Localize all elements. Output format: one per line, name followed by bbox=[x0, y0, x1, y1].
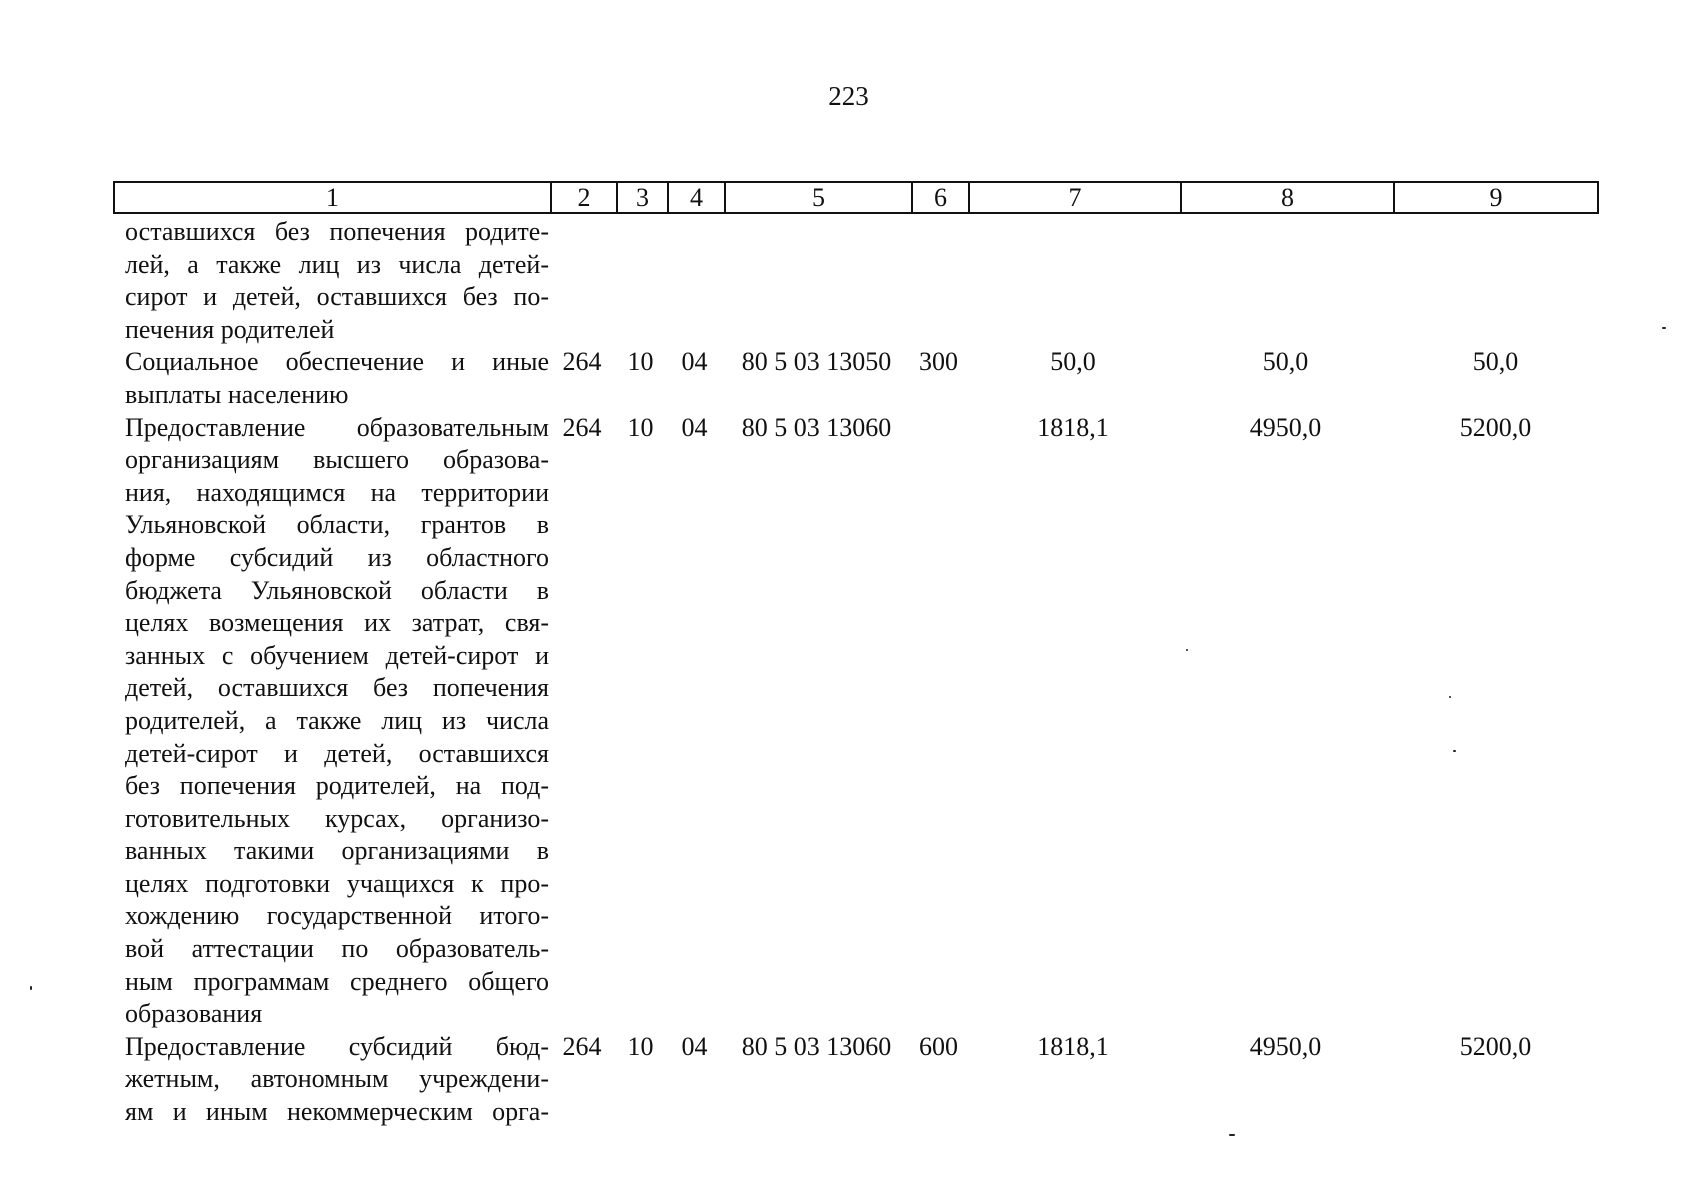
row-name-line: целях подготовки учащихся к про- bbox=[125, 868, 549, 898]
row-name-line: печения родителей bbox=[125, 314, 335, 344]
scan-speck bbox=[1229, 1134, 1235, 1136]
row-col-6 bbox=[910, 216, 967, 346]
header-col-3: 3 bbox=[618, 183, 669, 212]
row-col-3: 10 bbox=[627, 412, 654, 442]
row-name-line: организациям высшего образова- bbox=[125, 445, 549, 475]
row-name-line: Ульяновской области, грантов в bbox=[125, 510, 549, 540]
row-col-6 bbox=[910, 412, 967, 1031]
row-col-8: 4950,0 bbox=[1249, 412, 1322, 442]
row-col-9 bbox=[1392, 216, 1599, 346]
row-name-line: ния, находящимся на территории bbox=[125, 477, 549, 507]
row-col-8 bbox=[1179, 216, 1392, 346]
row-col-4: 04 bbox=[681, 412, 708, 442]
row-name-line: готовительных курсах, организо- bbox=[125, 803, 549, 833]
row-name-line: лей, а также лиц из числа детей- bbox=[125, 249, 549, 279]
row-col-6: 300 bbox=[919, 347, 958, 377]
row-col-4: 04 bbox=[681, 1031, 708, 1061]
row-name-line: образования bbox=[125, 999, 263, 1029]
row-name-line: вой аттестации по образователь- bbox=[125, 934, 549, 964]
row-name-line: родителей, а также лиц из числа bbox=[125, 705, 549, 735]
row-name bbox=[113, 1031, 549, 1129]
table-header bbox=[113, 181, 1599, 214]
row-name-line: сирот и детей, оставшихся без по- bbox=[125, 282, 549, 312]
row-name-line: Предоставление субсидий бюд- bbox=[125, 1031, 549, 1061]
row-col-4 bbox=[666, 216, 723, 346]
row-col-7: 1818,1 bbox=[1037, 412, 1109, 442]
header-col-5: 5 bbox=[726, 183, 913, 212]
table-row bbox=[113, 412, 1599, 1031]
scan-speck bbox=[1662, 327, 1666, 329]
row-name bbox=[113, 412, 549, 1031]
header-col-1: 1 bbox=[115, 183, 552, 212]
header-col-2: 2 bbox=[552, 183, 618, 212]
row-col-6: 600 bbox=[919, 1031, 958, 1061]
row-col-3: 10 bbox=[627, 347, 654, 377]
row-name-line: жетным, автономным учреждени- bbox=[125, 1064, 549, 1094]
row-col-2 bbox=[549, 216, 615, 346]
row-name-line: хождению государственной итого- bbox=[125, 901, 549, 931]
page-number: 223 bbox=[828, 81, 869, 111]
row-name-line: ным программам среднего общего bbox=[125, 966, 549, 996]
row-name-line: без попечения родителей, на под- bbox=[125, 771, 549, 801]
row-name-line: выплаты населению bbox=[125, 379, 349, 409]
header-col-9: 9 bbox=[1489, 183, 1503, 212]
row-name-line: занных с обучением детей-сирот и bbox=[125, 640, 549, 670]
table-row bbox=[113, 1031, 1599, 1129]
row-col-2: 264 bbox=[562, 1031, 602, 1061]
header-col-8: 8 bbox=[1182, 183, 1395, 212]
row-col-8: 50,0 bbox=[1262, 347, 1309, 377]
row-col-7: 1818,1 bbox=[1037, 1031, 1109, 1061]
row-col-7 bbox=[967, 216, 1179, 346]
header-col-7: 7 bbox=[970, 183, 1182, 212]
row-name-line: детей, оставшихся без попечения bbox=[125, 673, 549, 703]
scan-speck bbox=[1449, 696, 1451, 698]
row-col-9: 50,0 bbox=[1472, 347, 1519, 377]
scan-speck bbox=[30, 986, 32, 990]
row-col-5: 80 5 03 13060 bbox=[741, 1031, 892, 1061]
header-col-4: 4 bbox=[669, 183, 726, 212]
table-body bbox=[113, 216, 1599, 1129]
scan-speck bbox=[1186, 649, 1188, 651]
row-name-line: Социальное обеспечение и иные bbox=[125, 347, 549, 377]
row-col-4: 04 bbox=[681, 347, 708, 377]
row-name-line: ям и иным некоммерческим орга- bbox=[125, 1097, 549, 1127]
row-name-line: оставшихся без попечения родите- bbox=[125, 217, 549, 246]
table-row bbox=[113, 346, 1599, 411]
row-col-9: 5200,0 bbox=[1459, 412, 1532, 442]
row-col-2: 264 bbox=[562, 347, 602, 377]
row-col-8: 4950,0 bbox=[1249, 1031, 1322, 1061]
row-col-5: 80 5 03 13050 bbox=[741, 347, 892, 377]
row-col-7: 50,0 bbox=[1050, 347, 1096, 377]
row-name-line: форме субсидий из областного bbox=[125, 542, 549, 572]
scan-speck bbox=[1453, 750, 1456, 752]
row-col-2: 264 bbox=[562, 412, 602, 442]
row-col-5 bbox=[723, 216, 910, 346]
row-col-3: 10 bbox=[627, 1031, 654, 1061]
row-name bbox=[113, 216, 549, 346]
header-col-6: 6 bbox=[913, 183, 970, 212]
row-name-line: детей-сирот и детей, оставшихся bbox=[125, 738, 549, 768]
row-name-line: Предоставление образовательным bbox=[125, 412, 549, 442]
row-name bbox=[113, 346, 549, 411]
row-name-line: бюджета Ульяновской области в bbox=[125, 575, 549, 605]
row-col-3 bbox=[615, 216, 666, 346]
row-name-line: целях возмещения их затрат, свя- bbox=[125, 608, 549, 638]
row-col-9: 5200,0 bbox=[1459, 1031, 1532, 1061]
row-col-5: 80 5 03 13060 bbox=[741, 412, 892, 442]
row-name-line: ванных такими организациями в bbox=[125, 836, 549, 866]
table-row bbox=[113, 216, 1599, 346]
